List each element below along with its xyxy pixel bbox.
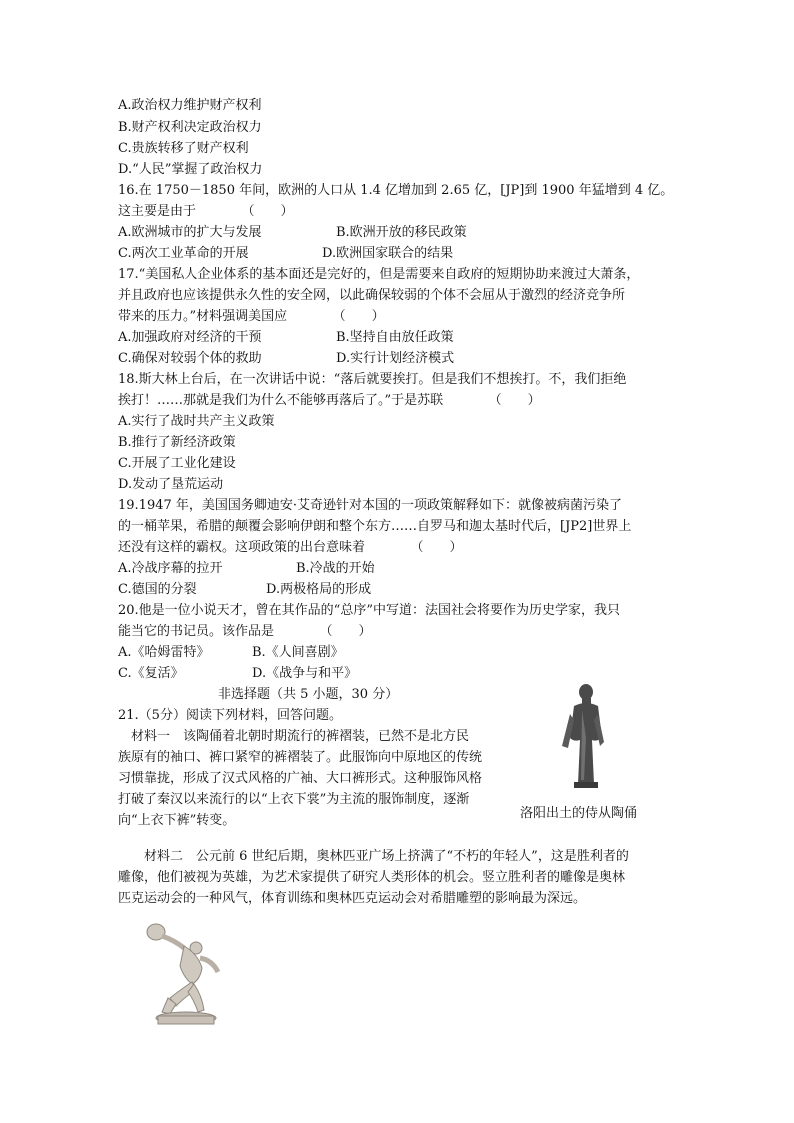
q19-stem-line3: 还没有这样的霸权。这项政策的出台意味着 （ ）: [118, 540, 463, 555]
q20-option-b: B.《人间喜剧》: [252, 645, 344, 660]
q21-material1-line5: 向“上衣下裤”转变。: [118, 813, 236, 828]
q18-option-d: D.发动了垦荒运动: [118, 477, 224, 492]
q15-option-a: A.政治权力维护财产权利: [118, 98, 262, 113]
q16-stem-line1: 16.在 1750－1850 年间，欧洲的人口从 1.4 亿增加到 2.65 亿，[JP]到 1900 年猛增到 4 亿。: [118, 183, 674, 198]
terracotta-figurine-image: [552, 680, 622, 800]
q15-option-d: D.“人民”掌握了政治权力: [118, 162, 263, 177]
q21-material1-line3: 习惯靠拢，形成了汉式风格的广袖、大口裤形式。这种服饰风格: [118, 771, 483, 786]
q17-stem-line3: 带来的压力。”材料强调美国应 （ ）: [118, 309, 385, 324]
q17-option-d: D.实行计划经济模式: [336, 351, 455, 366]
q20-option-d: D.《战争与和平》: [252, 666, 358, 681]
q19-option-a: A.冷战序幕的拉开: [118, 561, 223, 576]
q17-option-b: B.坚持自由放任政策: [336, 330, 454, 345]
q17-option-c: C.确保对较弱个体的救助: [118, 351, 262, 366]
q19-stem-line2: 的一桶苹果，希腊的颠覆会影响伊朗和整个东方……自罗马和迦太基时代后，[JP2]世界上: [118, 519, 632, 534]
q20-stem-line1: 20.他是一位小说天才，曾在其作品的“总序”中写道：法国社会将要作为历史学家，我只: [118, 603, 620, 618]
q19-stem-line1: 19.1947 年，美国国务卿迪安·艾奇逊针对本国的一项政策解释如下：就像被病菌污染了: [118, 498, 623, 513]
q21-material2-line1: 材料二 公元前 6 世纪后期，奥林匹亚广场上挤满了“不朽的年轻人”，这是胜利者的: [118, 849, 629, 864]
q21-material1-line4: 打破了秦汉以来流行的以“上衣下裳”为主流的服饰制度，逐渐: [118, 792, 470, 807]
q20-option-c: C.《复活》: [118, 666, 184, 681]
q15-option-c: C.贵族转移了财产权利: [118, 141, 249, 156]
q21-material1-line1: 材料一 该陶俑着北朝时期流行的裤褶装，已然不是北方民: [118, 729, 470, 744]
q15-option-b: B.财产权利决定政治权力: [118, 120, 262, 135]
q16-stem-line2: 这主要是由于 （ ）: [118, 204, 294, 219]
q18-stem-line2: 挨打！……那就是我们为什么不能够再落后了。”于是苏联 （ ）: [118, 393, 541, 408]
q19-option-c: C.德国的分裂: [118, 582, 197, 597]
q21-material1-line2: 族原有的袖口、裤口紧窄的裤褶装了。此服饰向中原地区的传统: [118, 750, 483, 765]
q16-option-a: A.欧洲城市的扩大与发展: [118, 225, 262, 240]
q17-stem-line2: 并且政府也应该提供永久性的安全网，以此确保较弱的个体不会屈从于激烈的经济竞争所: [118, 288, 626, 303]
q16-option-d: D.欧洲国家联合的结果: [322, 246, 454, 261]
q20-stem-line2: 能当它的书记员。该作品是 （ ）: [118, 624, 372, 639]
q16-option-c: C.两次工业革命的开展: [118, 246, 249, 261]
figure1-caption: 洛阳出土的侍从陶俑: [520, 806, 638, 821]
q21-material2-line3: 匹克运动会的一种风气，体育训练和奥林匹克运动会对希腊雕塑的影响最为深远。: [118, 891, 587, 906]
section-title: 非选择题（共 5 小题，30 分）: [218, 687, 399, 702]
q16-option-b: B.欧洲开放的移民政策: [336, 225, 467, 240]
q19-option-d: D.两极格局的形成: [266, 582, 372, 597]
q17-option-a: A.加强政府对经济的干预: [118, 330, 262, 345]
q21-material2-line2: 雕像，他们被视为英雄，为艺术家提供了研究人类形体的机会。竖立胜利者的雕像是奥林: [118, 870, 626, 885]
q20-option-a: A.《哈姆雷特》: [118, 645, 210, 660]
q18-option-b: B.推行了新经济政策: [118, 435, 236, 450]
q17-stem-line1: 17.“美国私人企业体系的基本面还是完好的，但是需要来自政府的短期协助来渡过大萧条，: [118, 267, 640, 282]
q21-stem: 21.（5分）阅读下列材料，回答问题。: [118, 708, 342, 723]
q18-option-c: C.开展了工业化建设: [118, 456, 236, 471]
q19-option-b: B.冷战的开始: [296, 561, 375, 576]
q18-stem-line1: 18.斯大林上台后，在一次讲话中说：“落后就要挨打。但是我们不想挨打。不，我们拒绝: [118, 372, 627, 387]
q18-option-a: A.实行了战时共产主义政策: [118, 414, 275, 429]
discus-thrower-statue-image: [140, 918, 230, 1030]
